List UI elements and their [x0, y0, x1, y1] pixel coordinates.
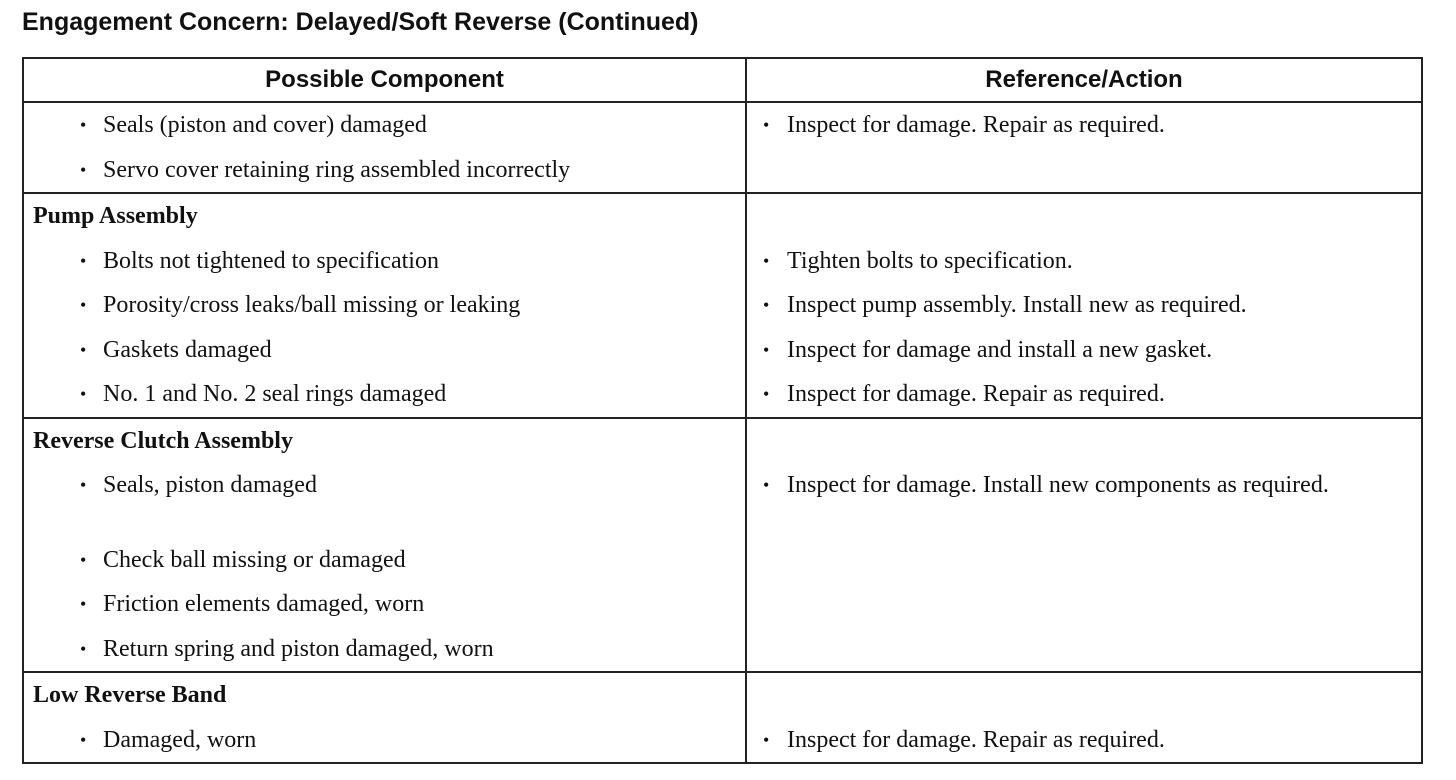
bullet-icon: • [80, 115, 87, 135]
component-cell [23, 102, 746, 193]
action-cell [746, 102, 1422, 193]
action-text: Inspect for damage and install a new gasket. [787, 336, 1213, 363]
bullet-icon: • [80, 594, 87, 614]
diagnosis-table [22, 57, 1423, 764]
component-text: Servo cover retaining ring assembled incorrectly [103, 156, 571, 183]
bullet-icon: • [763, 384, 770, 404]
bullet-icon: • [763, 250, 770, 271]
bullet-icon: • [80, 729, 87, 750]
component-text: No. 1 and No. 2 seal rings damaged [103, 381, 447, 407]
table-row [23, 672, 1422, 763]
component-text: Porosity/cross leaks/ball missing or leaking [103, 292, 521, 318]
list-item [24, 372, 745, 417]
bullet-icon: • [763, 115, 770, 135]
component-text: Damaged, worn [103, 726, 257, 753]
list-item [24, 239, 745, 284]
component-text: Check ball missing or damaged [103, 546, 406, 573]
list-item [747, 718, 1421, 763]
component-cell [23, 672, 746, 763]
list-item [24, 627, 745, 672]
component-cell [23, 193, 746, 418]
component-text: Gaskets damaged [103, 336, 272, 363]
table-row [23, 418, 1422, 673]
bullet-icon: • [763, 729, 770, 750]
bullet-icon: • [763, 295, 770, 315]
list-item [747, 463, 1421, 545]
action-text: Inspect for damage. Install new components as required. [787, 472, 1329, 498]
table-header-row [23, 58, 1422, 102]
list-item [747, 328, 1421, 373]
bullet-icon: • [80, 295, 87, 315]
bullet-icon: • [80, 384, 87, 404]
bullet-icon: • [763, 339, 770, 360]
list-item [24, 718, 745, 763]
bullet-icon: • [763, 475, 770, 495]
component-text: Return spring and piston damaged, worn [103, 635, 494, 662]
list-item [747, 283, 1421, 328]
component-cell [23, 418, 746, 673]
component-text: Seals, piston damaged [103, 472, 317, 498]
list-item [24, 463, 745, 538]
table-row [23, 102, 1422, 193]
component-text: Bolts not tightened to specification [103, 247, 439, 274]
header-reference-action: Reference/Action [746, 58, 1422, 102]
list-item [24, 103, 745, 148]
action-cell [746, 193, 1422, 418]
list-item [24, 538, 745, 583]
action-cell [746, 672, 1422, 763]
bullet-icon: • [80, 638, 87, 659]
list-item [24, 582, 745, 627]
action-text: Inspect pump assembly. Install new as required. [787, 292, 1247, 318]
header-possible-component: Possible Component [23, 58, 746, 102]
table-row [23, 193, 1422, 418]
component-text: Friction elements damaged, worn [103, 591, 425, 617]
bullet-icon: • [80, 159, 87, 180]
action-cell [746, 418, 1422, 673]
action-text: Inspect for damage. Repair as required. [787, 726, 1165, 753]
section-heading-low-reverse-band: Low Reverse Band [33, 682, 227, 708]
list-item [747, 372, 1421, 417]
bullet-icon: • [80, 549, 87, 570]
component-text: Seals (piston and cover) damaged [103, 112, 427, 138]
list-item [24, 328, 745, 373]
list-item [747, 239, 1421, 284]
action-text: Inspect for damage. Repair as required. [787, 381, 1165, 407]
bullet-icon: • [80, 250, 87, 271]
action-text: Tighten bolts to specification. [787, 247, 1073, 274]
bullet-icon: • [80, 339, 87, 360]
list-item [24, 283, 745, 328]
list-item [747, 103, 1421, 148]
page-title: Engagement Concern: Delayed/Soft Reverse (Continued) [22, 8, 699, 36]
section-heading-reverse-clutch-assembly: Reverse Clutch Assembly [33, 427, 293, 454]
bullet-icon: • [80, 475, 87, 495]
action-text: Inspect for damage. Repair as required. [787, 112, 1165, 138]
list-item [24, 148, 745, 193]
section-heading-pump-assembly: Pump Assembly [33, 203, 198, 229]
